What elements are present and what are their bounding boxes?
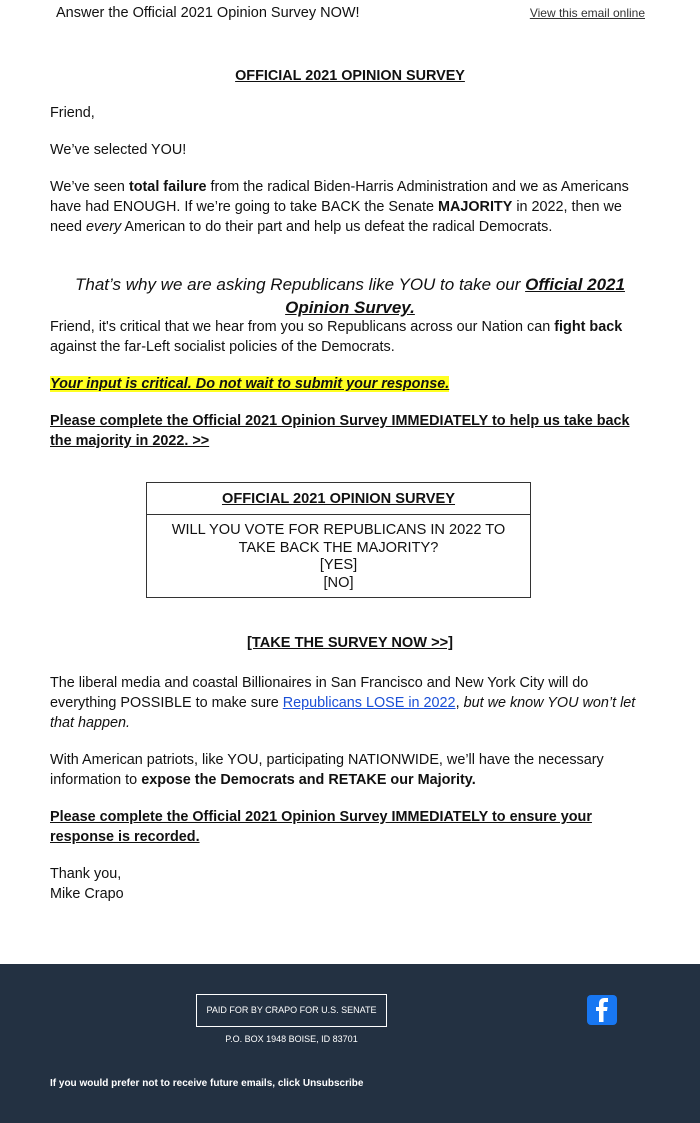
critical-text-2: against the far-Left socialist policies of the Democrats. — [50, 339, 395, 355]
mailing-address: P.O. BOX 1948 BOISE, ID 83701 — [225, 1034, 358, 1044]
media-text-2: , — [455, 695, 464, 711]
footer — [0, 964, 700, 1123]
take-survey-button[interactable]: [TAKE THE SURVEY NOW >>] — [247, 635, 453, 651]
survey-no-option[interactable]: [NO] — [323, 574, 354, 591]
critical-paragraph — [50, 317, 650, 357]
intro-text-3: in 2022, then we need — [50, 199, 622, 235]
intro-bold-1: total failure — [128, 179, 207, 195]
paid-for-disclaimer: PAID FOR BY CRAPO FOR U.S. SENATE — [196, 994, 387, 1027]
unsubscribe-text[interactable]: If you would prefer not to receive future emails, click Unsubscribe — [50, 1078, 364, 1089]
patriots-paragraph — [50, 750, 650, 790]
survey-yes-option[interactable]: [YES] — [319, 557, 358, 573]
pitch-survey-link[interactable]: Official 2021 Opinion Survey. — [285, 275, 625, 317]
survey-question-line-2: TAKE BACK THE MAJORITY? — [238, 539, 439, 556]
page-title: OFFICIAL 2021 OPINION SURVEY — [235, 68, 465, 84]
intro-text-2: from the radical Biden-Harris Administration and we as Americans have had ENOUGH. If we’re going to take BACK the Senate — [50, 179, 629, 215]
survey-box-header[interactable]: OFFICIAL 2021 OPINION SURVEY — [147, 483, 530, 515]
cta-survey-link-2[interactable]: Please complete the Official 2021 Opinion Survey IMMEDIATELY to ensure your response is recorded. — [50, 809, 592, 845]
intro-text-4: American to do their part and help us defeat the radical Democrats. — [121, 219, 553, 235]
highlighted-notice — [50, 374, 650, 394]
signoff-name: Mike Crapo — [50, 886, 124, 902]
intro-paragraph — [50, 177, 650, 237]
republicans-lose-link[interactable]: Republicans LOSE in 2022 — [282, 695, 456, 711]
critical-bold: fight back — [554, 319, 623, 335]
media-italic: but we know YOU won’t let that happen. — [50, 695, 636, 731]
selected-line: We’ve selected YOU! — [50, 142, 187, 158]
signoff — [50, 864, 650, 904]
media-text-1: The liberal media and coastal Billionaires in San Francisco and New York City will do everything POSSIBLE to make sure — [50, 675, 589, 711]
signoff-thanks: Thank you, — [50, 866, 122, 882]
facebook-icon[interactable] — [587, 995, 617, 1025]
survey-question-line-1: WILL YOU VOTE FOR REPUBLICANS IN 2022 TO — [171, 522, 506, 538]
highlighted-text[interactable]: Your input is critical. Do not wait to submit your response. — [50, 376, 450, 392]
survey-pitch — [60, 273, 640, 319]
patriots-bold: expose the Democrats and RETAKE our Majority. — [141, 772, 476, 788]
survey-box[interactable] — [146, 482, 531, 598]
patriots-text: With American patriots, like YOU, participating NATIONWIDE, we’ll have the necessary information to — [50, 752, 604, 788]
intro-italic: every — [86, 219, 122, 235]
pitch-text: That’s why we are asking Republicans like YOU to take our — [75, 275, 526, 294]
cta-survey-link-1[interactable]: Please complete the Official 2021 Opinion Survey IMMEDIATELY to help us take back the majority in 2022. >> — [50, 413, 630, 449]
preheader-text: Answer the Official 2021 Opinion Survey NOW! — [56, 5, 360, 21]
intro-text-1: We’ve seen — [50, 179, 129, 195]
greeting: Friend, — [50, 105, 95, 121]
view-online-link[interactable]: View this email online — [529, 6, 645, 20]
survey-box-body — [147, 515, 530, 592]
intro-bold-2: MAJORITY — [437, 199, 513, 215]
media-paragraph — [50, 673, 650, 733]
facebook-glyph — [593, 998, 611, 1022]
critical-text-1: Friend, it's critical that we hear from you so Republicans across our Nation can — [50, 319, 555, 335]
